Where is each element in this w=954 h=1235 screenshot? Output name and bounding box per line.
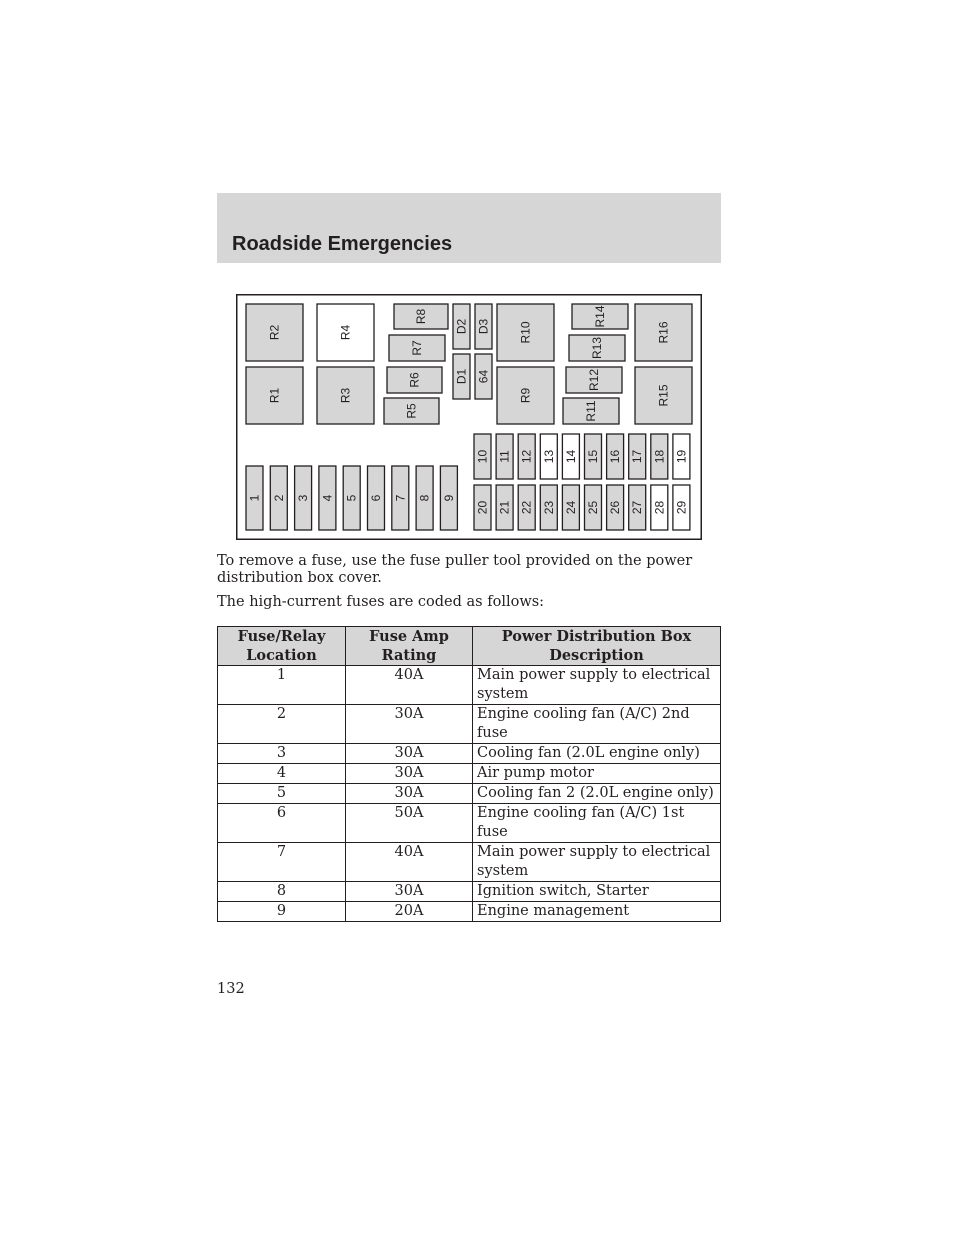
cell-description: Main power supply to electrical system — [473, 666, 721, 705]
fuse-12-label: 12 — [519, 449, 534, 464]
table-row — [218, 705, 721, 744]
cell-rating: 30A — [346, 744, 473, 764]
fuse-25-label: 25 — [586, 500, 600, 515]
fuse-3 — [295, 466, 312, 530]
fuse-27 — [629, 485, 646, 530]
relay-r9 — [497, 367, 554, 424]
cell-rating: 30A — [346, 764, 473, 784]
fuse-17-label: 17 — [630, 449, 645, 464]
fuse-6 — [368, 466, 385, 530]
fuse-20-label: 20 — [475, 500, 490, 515]
table-row — [218, 882, 721, 902]
fuse-15-label: 15 — [586, 449, 600, 464]
fuse-2 — [270, 466, 287, 530]
fuse-26-label: 26 — [608, 500, 623, 515]
cell-location: 4 — [218, 764, 346, 784]
relay-r5-label: R5 — [404, 403, 419, 419]
cell-location: 3 — [218, 744, 346, 764]
diode-d2 — [453, 304, 470, 349]
relay-r8-label: R8 — [414, 308, 428, 325]
cell-description: Engine cooling fan (A/C) 2nd fuse — [473, 705, 721, 744]
relay-r13 — [569, 335, 625, 361]
fuse-20 — [474, 485, 491, 530]
relay-r14 — [572, 304, 628, 329]
fuse-15 — [585, 434, 602, 479]
relay-r1 — [246, 367, 303, 424]
section-header-band — [217, 193, 721, 263]
fuse-27-label: 27 — [630, 500, 645, 515]
fuse-28 — [651, 485, 668, 530]
fuse-18-label: 18 — [652, 449, 667, 464]
diode-d3 — [475, 304, 492, 349]
fuse-9-label: 9 — [441, 494, 456, 502]
paragraph-coding-intro: The high-current fuses are coded as follows: — [217, 594, 545, 610]
fuse-23 — [540, 485, 557, 530]
relay-r13-label: R13 — [590, 336, 604, 360]
fuse-3-label: 3 — [296, 494, 311, 502]
fuse-26 — [607, 485, 624, 530]
fuse-rating-table — [217, 626, 721, 922]
fuse-22 — [518, 485, 535, 530]
fuse-18 — [651, 434, 668, 479]
table-row — [218, 804, 721, 843]
cell-rating: 20A — [346, 902, 473, 922]
fuse-14 — [562, 434, 579, 479]
relay-r2-label: R2 — [267, 324, 282, 341]
fuse-14-label: 14 — [563, 449, 578, 464]
fuse-7 — [392, 466, 409, 530]
header-rating: Fuse Amp Rating — [346, 627, 473, 666]
relay-r11-label: R11 — [584, 400, 598, 422]
relay-r16-label: R16 — [656, 321, 671, 344]
relay-r7-label: R7 — [410, 340, 424, 356]
fuse-4 — [319, 466, 336, 530]
fuse-5 — [343, 466, 360, 530]
relay-r3-label: R3 — [338, 387, 353, 404]
relay-r10 — [497, 304, 554, 361]
page-number: 132 — [217, 981, 245, 997]
header-description: Power Distribution Box Description — [473, 627, 721, 666]
relay-r12-label: R12 — [587, 368, 601, 392]
relay-r4-label: R4 — [338, 324, 353, 341]
relay-r7 — [389, 335, 445, 361]
diode-64-label: 64 — [476, 369, 491, 384]
fuse-13 — [540, 434, 557, 479]
fuse-8-label: 8 — [417, 494, 432, 502]
fuse-19 — [673, 434, 690, 479]
cell-description: Main power supply to electrical system — [473, 843, 721, 882]
paragraph-fuse-removal: To remove a fuse, use the fuse puller tool provided on the power distribution box cover. — [217, 553, 693, 586]
table-row — [218, 666, 721, 705]
relay-r1-label: R1 — [267, 387, 282, 404]
table-header-row — [218, 627, 721, 666]
cell-location: 6 — [218, 804, 346, 843]
cell-location: 9 — [218, 902, 346, 922]
table-row — [218, 764, 721, 784]
diode-64 — [475, 354, 492, 399]
cell-description: Cooling fan 2 (2.0L engine only) — [473, 784, 721, 804]
table-row — [218, 744, 721, 764]
relay-r6 — [387, 367, 442, 393]
fuse-9 — [440, 466, 457, 530]
diode-d2-label: D2 — [454, 318, 469, 335]
cell-rating: 40A — [346, 666, 473, 705]
fuse-11 — [496, 434, 513, 479]
cell-rating: 30A — [346, 784, 473, 804]
cell-location: 2 — [218, 705, 346, 744]
fuse-1-label: 1 — [247, 494, 262, 502]
table-row — [218, 902, 721, 922]
cell-description: Engine cooling fan (A/C) 1st fuse — [473, 804, 721, 843]
fuse-13-label: 13 — [541, 449, 556, 464]
section-title: Roadside Emergencies — [232, 233, 453, 255]
fuse-5-label: 5 — [344, 494, 359, 502]
fuse-17 — [629, 434, 646, 479]
cell-location: 1 — [218, 666, 346, 705]
fuse-2-label: 2 — [271, 494, 286, 502]
cell-rating: 50A — [346, 804, 473, 843]
cell-rating: 30A — [346, 882, 473, 902]
cell-description: Ignition switch, Starter — [473, 882, 721, 902]
cell-rating: 40A — [346, 843, 473, 882]
table-row — [218, 843, 721, 882]
fuse-22-label: 22 — [519, 500, 534, 515]
fuse-8 — [416, 466, 433, 530]
relay-r14-label: R14 — [593, 305, 607, 328]
cell-description: Air pump motor — [473, 764, 721, 784]
cell-description: Engine management — [473, 902, 721, 922]
cell-location: 7 — [218, 843, 346, 882]
table-row — [218, 784, 721, 804]
cell-location: 5 — [218, 784, 346, 804]
relay-r8 — [394, 304, 448, 329]
fuse-25 — [585, 485, 602, 530]
relay-r4 — [317, 304, 374, 361]
cell-rating: 30A — [346, 705, 473, 744]
cell-location: 8 — [218, 882, 346, 902]
relay-r6-label: R6 — [407, 372, 422, 388]
fuse-29-label: 29 — [674, 500, 689, 515]
fuse-box-diagram — [236, 294, 702, 540]
fuse-6-label: 6 — [369, 494, 383, 502]
fuse-10 — [474, 434, 491, 479]
cell-description: Cooling fan (2.0L engine only) — [473, 744, 721, 764]
fuse-24 — [562, 485, 579, 530]
diode-d1 — [453, 354, 470, 399]
diode-d3-label: D3 — [476, 318, 491, 335]
fuse-16-label: 16 — [608, 449, 623, 464]
fuse-28-label: 28 — [652, 500, 667, 515]
header-location: Fuse/Relay Location — [218, 627, 346, 666]
relay-r11 — [563, 398, 619, 424]
relay-r16 — [635, 304, 692, 361]
fuse-1 — [246, 466, 263, 530]
relay-r3 — [317, 367, 374, 424]
relay-r12 — [566, 367, 622, 393]
fuse-4-label: 4 — [320, 494, 335, 502]
fuse-23-label: 23 — [541, 500, 556, 515]
fuse-12 — [518, 434, 535, 479]
relay-r10-label: R10 — [518, 321, 533, 344]
relay-r5 — [384, 398, 439, 424]
fuse-16 — [607, 434, 624, 479]
relay-r15 — [635, 367, 692, 424]
diode-d1-label: D1 — [454, 368, 469, 385]
relay-r15-label: R15 — [656, 384, 671, 407]
relay-r9-label: R9 — [518, 387, 533, 404]
fuse-7-label: 7 — [393, 494, 408, 502]
fuse-21-label: 21 — [497, 500, 512, 515]
relay-r2 — [246, 304, 303, 361]
fuse-21 — [496, 485, 513, 530]
fuse-24-label: 24 — [563, 500, 578, 515]
fuse-19-label: 19 — [674, 449, 689, 464]
fuse-10-label: 10 — [475, 449, 490, 464]
fuse-11-label: 11 — [497, 450, 512, 463]
fuse-29 — [673, 485, 690, 530]
